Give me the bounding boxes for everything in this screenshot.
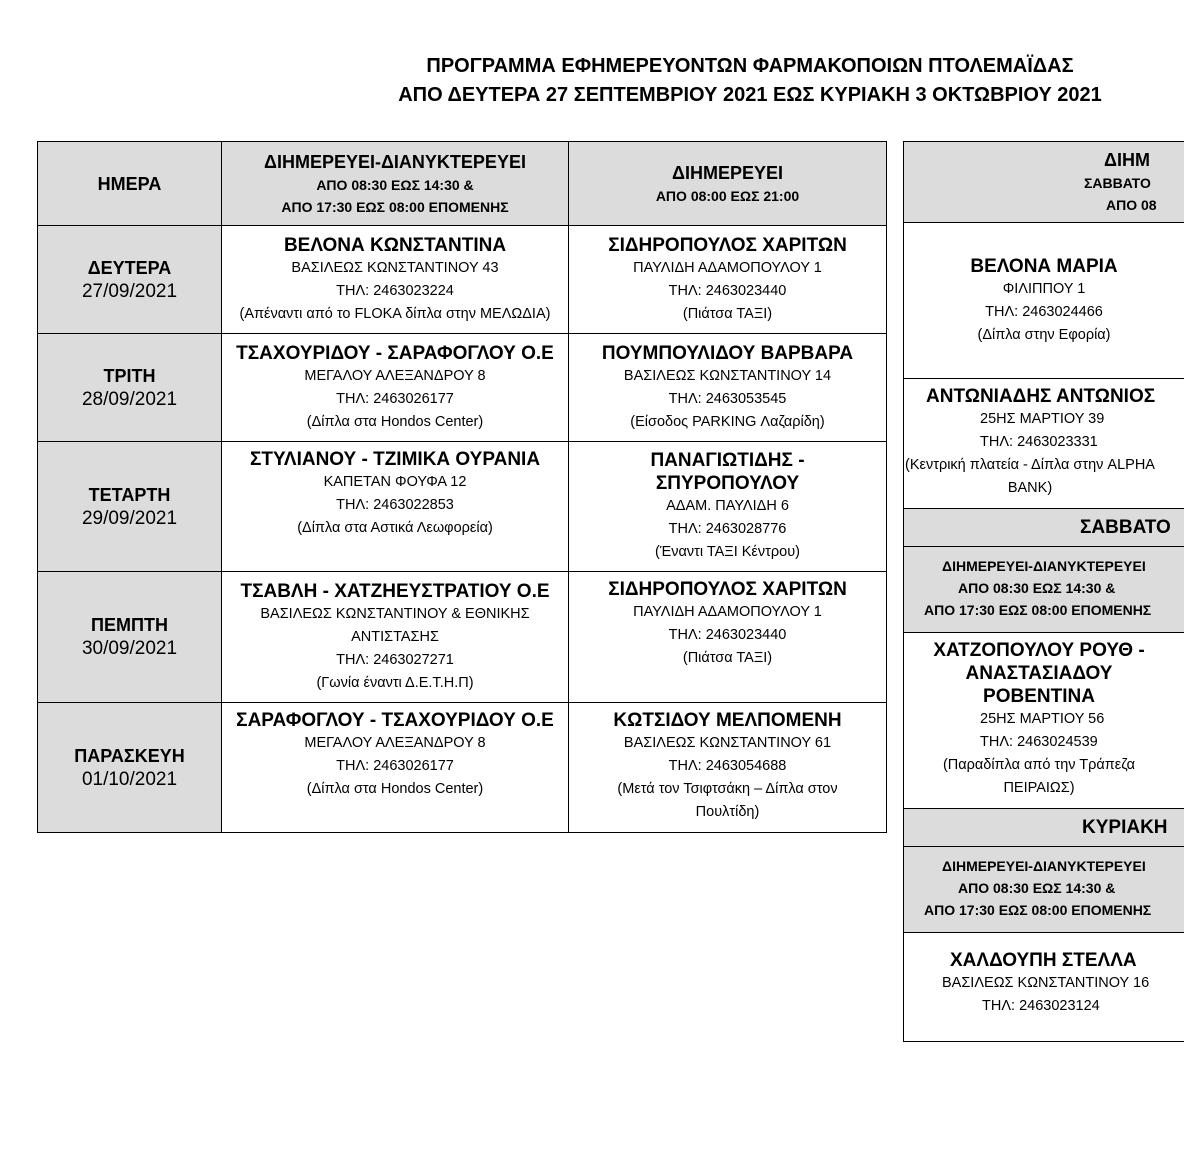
weekend-schedule-table: [903, 141, 1184, 1042]
pharmacy-phone: ΤΗΛ: 2463023440: [668, 627, 787, 643]
pharmacy-phone: ΤΗΛ: 2463026177: [336, 390, 454, 407]
pharmacy-address: ΒΑΣΙΛΕΩΣ ΚΩΝΣΤΑΝΤΙΝΟΥ 14: [623, 367, 832, 384]
day-pharmacy-cell: [569, 703, 887, 833]
pharmacy-name: ΒΕΛΟΝΑ ΜΑΡΙΑ: [970, 255, 1118, 277]
weekend-header: [904, 141, 1184, 223]
pharmacy-name: ΚΩΤΣΙΔΟΥ ΜΕΛΠΟΜΕΝΗ: [613, 710, 842, 731]
pharmacy-name: ΠΑΝΑΓΙΩΤΙΔΗΣ - ΣΠΥΡΟΠΟΥΛΟΥ: [650, 450, 805, 494]
day-date: 01/10/2021: [81, 768, 178, 790]
pharmacy-phone: ΤΗΛ: 2463023124: [982, 998, 1100, 1014]
pharmacy-phone: ΤΗΛ: 2463054688: [668, 758, 787, 774]
pharmacy-note: (Δίπλα στα Αστικά Λεωφορεία): [297, 520, 493, 536]
pharmacy-phone: ΤΗΛ: 2463026177: [336, 758, 454, 774]
pharmacy-phone: ΤΗΛ: 2463027271: [336, 651, 454, 668]
day-pharmacy-cell: [569, 334, 887, 442]
pharmacy-name: ΠΟΥΜΠΟΥΛΙΔΟΥ ΒΑΡΒΑΡΑ: [601, 342, 854, 364]
pharmacy-note: (Πιάτσα ΤΑΞΙ): [682, 650, 773, 666]
pharmacy-address: ΒΑΣΙΛΕΩΣ ΚΩΝΣΤΑΝΤΙΝΟΥ 61: [623, 735, 832, 751]
pharmacy-note: (Είσοδος PARKING Λαζαρίδη): [630, 413, 825, 430]
saturday-duty-header: [904, 547, 1184, 633]
header-col1-hours-1: ΑΠΟ 08:30 ΕΩΣ 14:30 &: [316, 176, 474, 193]
pharmacy-name: ΑΝΤΩΝΙΑΔΗΣ ΑΝΤΩΝΙΟΣ: [926, 386, 1156, 407]
sunday-duty-hours-1: ΑΠΟ 08:30 ΕΩΣ 14:30 &: [958, 880, 1116, 896]
sunday-section-label: [904, 809, 1184, 847]
day-name: ΤΡΙΤΗ: [103, 365, 156, 386]
pharmacy-name: ΤΣΑΧΟΥΡΙΔΟΥ - ΣΑΡΑΦΟΓΛΟΥ Ο.Ε: [236, 342, 554, 364]
pharmacy-name: ΒΕΛΟΝΑ ΚΩΝΣΤΑΝΤΙΝΑ: [283, 234, 507, 256]
sunday-night-pharmacy-cell: [904, 933, 1184, 1039]
document-title: [340, 52, 1160, 110]
pharmacy-note: (Κεντρική πλατεία - Δίπλα στην ALPHA BANK): [905, 457, 1155, 496]
pharmacy-name: ΤΣΑΒΛΗ - ΧΑΤΖΗΕΥΣΤΡΑΤΙΟΥ Ο.Ε: [240, 580, 550, 602]
night-pharmacy-cell: [222, 442, 569, 572]
night-pharmacy-cell: [222, 703, 569, 833]
pharmacy-phone: ΤΗΛ: 2463023331: [980, 434, 1098, 450]
pharmacy-note: (Δίπλα στα Hondos Center): [306, 781, 484, 797]
header-day-label: ΗΜΕΡΑ: [97, 173, 162, 194]
header-col2-hours: ΑΠΟ 08:00 ΕΩΣ 21:00: [655, 187, 800, 204]
day-name: ΔΕΥΤΕΡΑ: [87, 257, 172, 278]
header-day-night-duty: [222, 142, 569, 226]
day-date: 29/09/2021: [81, 507, 178, 529]
header-day: [38, 142, 222, 226]
day-cell: [38, 572, 222, 703]
pharmacy-address: 25ΗΣ ΜΑΡΤΙΟΥ 56: [980, 711, 1105, 727]
saturday-duty-hours-1: ΑΠΟ 08:30 ΕΩΣ 14:30 &: [958, 580, 1116, 596]
saturday-section-label: [904, 509, 1184, 547]
pharmacy-note: (Παραδίπλα από την Τράπεζα ΠΕΙΡΑΙΩΣ): [942, 757, 1136, 796]
pharmacy-address: ΠΑΥΛΙΔΗ ΑΔΑΜΟΠΟΥΛΟΥ 1: [633, 259, 822, 276]
pharmacy-name: ΣΑΡΑΦΟΓΛΟΥ - ΤΣΑΧΟΥΡΙΔΟΥ Ο.Ε: [236, 710, 554, 731]
pharmacy-phone: ΤΗΛ: 2463024539: [980, 734, 1098, 750]
weekend-table-inner: [904, 141, 1184, 1039]
saturday-label: ΣΑΒΒΑΤΟ: [1080, 516, 1171, 538]
pharmacy-address: ΦΙΛΙΠΠΟΥ 1: [1002, 280, 1086, 297]
table-row: [38, 703, 887, 833]
pharmacy-address: ΒΑΣΙΛΕΩΣ ΚΩΝΣΤΑΝΤΙΝΟΥ 16: [942, 975, 1150, 991]
pharmacy-note: (Γωνία έναντι Δ.Ε.Τ.Η.Π): [316, 674, 474, 691]
pharmacy-address: ΠΑΥΛΙΔΗ ΑΔΑΜΟΠΟΥΛΟΥ 1: [633, 604, 822, 620]
pharmacy-note: (Έναντι ΤΑΞΙ Κέντρου): [655, 544, 800, 560]
pharmacy-address: ΒΑΣΙΛΕΩΣ ΚΩΝΣΤΑΝΤΙΝΟΥ 43: [291, 259, 499, 276]
pharmacy-name: ΧΑΤΖΟΠΟΥΛΟΥ ΡΟΥΘ - ΑΝΑΣΤΑΣΙΑΔΟΥ ΡΟΒΕΝΤΙΝΑ: [933, 640, 1145, 707]
pharmacy-address: ΚΑΠΕΤΑΝ ΦΟΥΦΑ 12: [323, 474, 467, 490]
pharmacy-address: 25ΗΣ ΜΑΡΤΙΟΥ 39: [980, 411, 1105, 427]
weekday-schedule-table: [37, 141, 887, 833]
sunday-duty-header: [904, 847, 1184, 933]
pharmacy-phone: ΤΗΛ: 2463053545: [668, 390, 787, 407]
weekend-header-line-1: ΣΑΒΒΑΤΟ: [1084, 175, 1151, 191]
day-date: 27/09/2021: [81, 280, 178, 302]
night-pharmacy-cell: [222, 226, 569, 334]
sunday-duty-hours-2: ΑΠΟ 17:30 ΕΩΣ 08:00 ΕΠΟΜΕΝΗΣ: [924, 902, 1152, 918]
table-row: [38, 442, 887, 572]
pharmacy-note: (Απέναντι από το FLOKA δίπλα στην ΜΕΛΩΔΙΑ): [239, 305, 551, 322]
table-header-row: [38, 142, 887, 226]
pharmacy-phone: ΤΗΛ: 2463028776: [668, 521, 787, 537]
pharmacy-address: ΒΑΣΙΛΕΩΣ ΚΩΝΣΤΑΝΤΙΝΟΥ & ΕΘΝΙΚΗΣ ΑΝΤΙΣΤΑΣΗΣ: [260, 605, 530, 645]
pharmacy-phone: ΤΗΛ: 2463023440: [668, 282, 787, 299]
pharmacy-note: (Πιάτσα ΤΑΞΙ): [682, 305, 773, 322]
sunday-label: ΚΥΡΙΑΚΗ: [1082, 816, 1168, 838]
day-cell: [38, 703, 222, 833]
weekend-header-title: ΔΙΗΜ: [1104, 150, 1150, 170]
pharmacy-address: ΜΕΓΑΛΟΥ ΑΛΕΞΑΝΔΡΟΥ 8: [304, 735, 486, 751]
pharmacy-address: ΜΕΓΑΛΟΥ ΑΛΕΞΑΝΔΡΟΥ 8: [304, 367, 486, 384]
day-cell: [38, 442, 222, 572]
day-cell: [38, 334, 222, 442]
day-name: ΤΕΤΑΡΤΗ: [88, 484, 171, 505]
sunday-duty-title: ΔΙΗΜΕΡΕΥΕΙ-ΔΙΑΝΥΚΤΕΡΕΥΕΙ: [942, 858, 1146, 874]
day-pharmacy-cell: [569, 572, 887, 703]
pharmacy-phone: ΤΗΛ: 2463023224: [336, 282, 454, 299]
saturday-duty-title: ΔΙΗΜΕΡΕΥΕΙ-ΔΙΑΝΥΚΤΕΡΕΥΕΙ: [942, 558, 1146, 574]
pharmacy-note: (Μετά τον Τσιφτσάκη – Δίπλα στον Πουλτίδη): [617, 781, 838, 820]
table-row: [38, 226, 887, 334]
saturday-night-pharmacy-cell: [904, 633, 1184, 809]
day-name: ΠΕΜΠΤΗ: [91, 615, 168, 635]
day-date: 28/09/2021: [81, 388, 178, 410]
night-pharmacy-cell: [222, 572, 569, 703]
table-row: [38, 572, 887, 703]
saturday-duty-hours-2: ΑΠΟ 17:30 ΕΩΣ 08:00 ΕΠΟΜΕΝΗΣ: [924, 602, 1152, 618]
weekend-header-line-2: ΑΠΟ 08: [1106, 197, 1157, 213]
header-day-duty: [569, 142, 887, 226]
pharmacy-note: (Δίπλα στην Εφορία): [977, 326, 1111, 343]
pharmacy-phone: ΤΗΛ: 2463024466: [985, 303, 1103, 320]
day-pharmacy-cell: [569, 442, 887, 572]
header-col2-title: ΔΙΗΜΕΡΕΥΕΙ: [672, 162, 783, 183]
header-col1-title: ΔΙΗΜΕΡΕΥΕΙ-ΔΙΑΝΥΚΤΕΡΕΥΕΙ: [264, 151, 526, 172]
title-line-1: ΠΡΟΓΡΑΜΜΑ ΕΦΗΜΕΡΕΥΟΝΤΩΝ ΦΑΡΜΑΚΟΠΟΙΩΝ ΠΤΟΛΕΜΑΪΔΑΣ: [426, 55, 1074, 77]
pharmacy-note: (Δίπλα στα Hondos Center): [306, 413, 484, 430]
header-col1-hours-2: ΑΠΟ 17:30 ΕΩΣ 08:00 ΕΠΟΜΕΝΗΣ: [281, 198, 509, 215]
pharmacy-name: ΣΙΔΗΡΟΠΟΥΛΟΣ ΧΑΡΙΤΩΝ: [608, 579, 847, 600]
pharmacy-phone: ΤΗΛ: 2463022853: [336, 497, 454, 513]
saturday-day-pharmacy-cell: [904, 223, 1184, 379]
table-row: [38, 334, 887, 442]
pharmacy-name: ΣΙΔΗΡΟΠΟΥΛΟΣ ΧΑΡΙΤΩΝ: [608, 234, 847, 256]
day-cell: [38, 226, 222, 334]
title-line-2: ΑΠΟ ΔΕΥΤΕΡΑ 27 ΣΕΠΤΕΜΒΡΙΟΥ 2021 ΕΩΣ ΚΥΡΙΑΚΗ 3 ΟΚΤΩΒΡΙΟΥ 2021: [398, 84, 1102, 106]
night-pharmacy-cell: [222, 334, 569, 442]
day-pharmacy-cell: [569, 226, 887, 334]
day-name: ΠΑΡΑΣΚΕΥΗ: [74, 745, 185, 766]
pharmacy-name: ΣΤΥΛΙΑΝΟΥ - ΤΖΙΜΙΚΑ ΟΥΡΑΝΙΑ: [249, 449, 541, 470]
pharmacy-name: ΧΑΛΔΟΥΠΗ ΣΤΕΛΛΑ: [950, 950, 1137, 971]
sunday-day-pharmacy-cell: [904, 379, 1184, 509]
pharmacy-address: ΑΔΑΜ. ΠΑΥΛΙΔΗ 6: [666, 498, 789, 514]
day-date: 30/09/2021: [81, 638, 178, 659]
